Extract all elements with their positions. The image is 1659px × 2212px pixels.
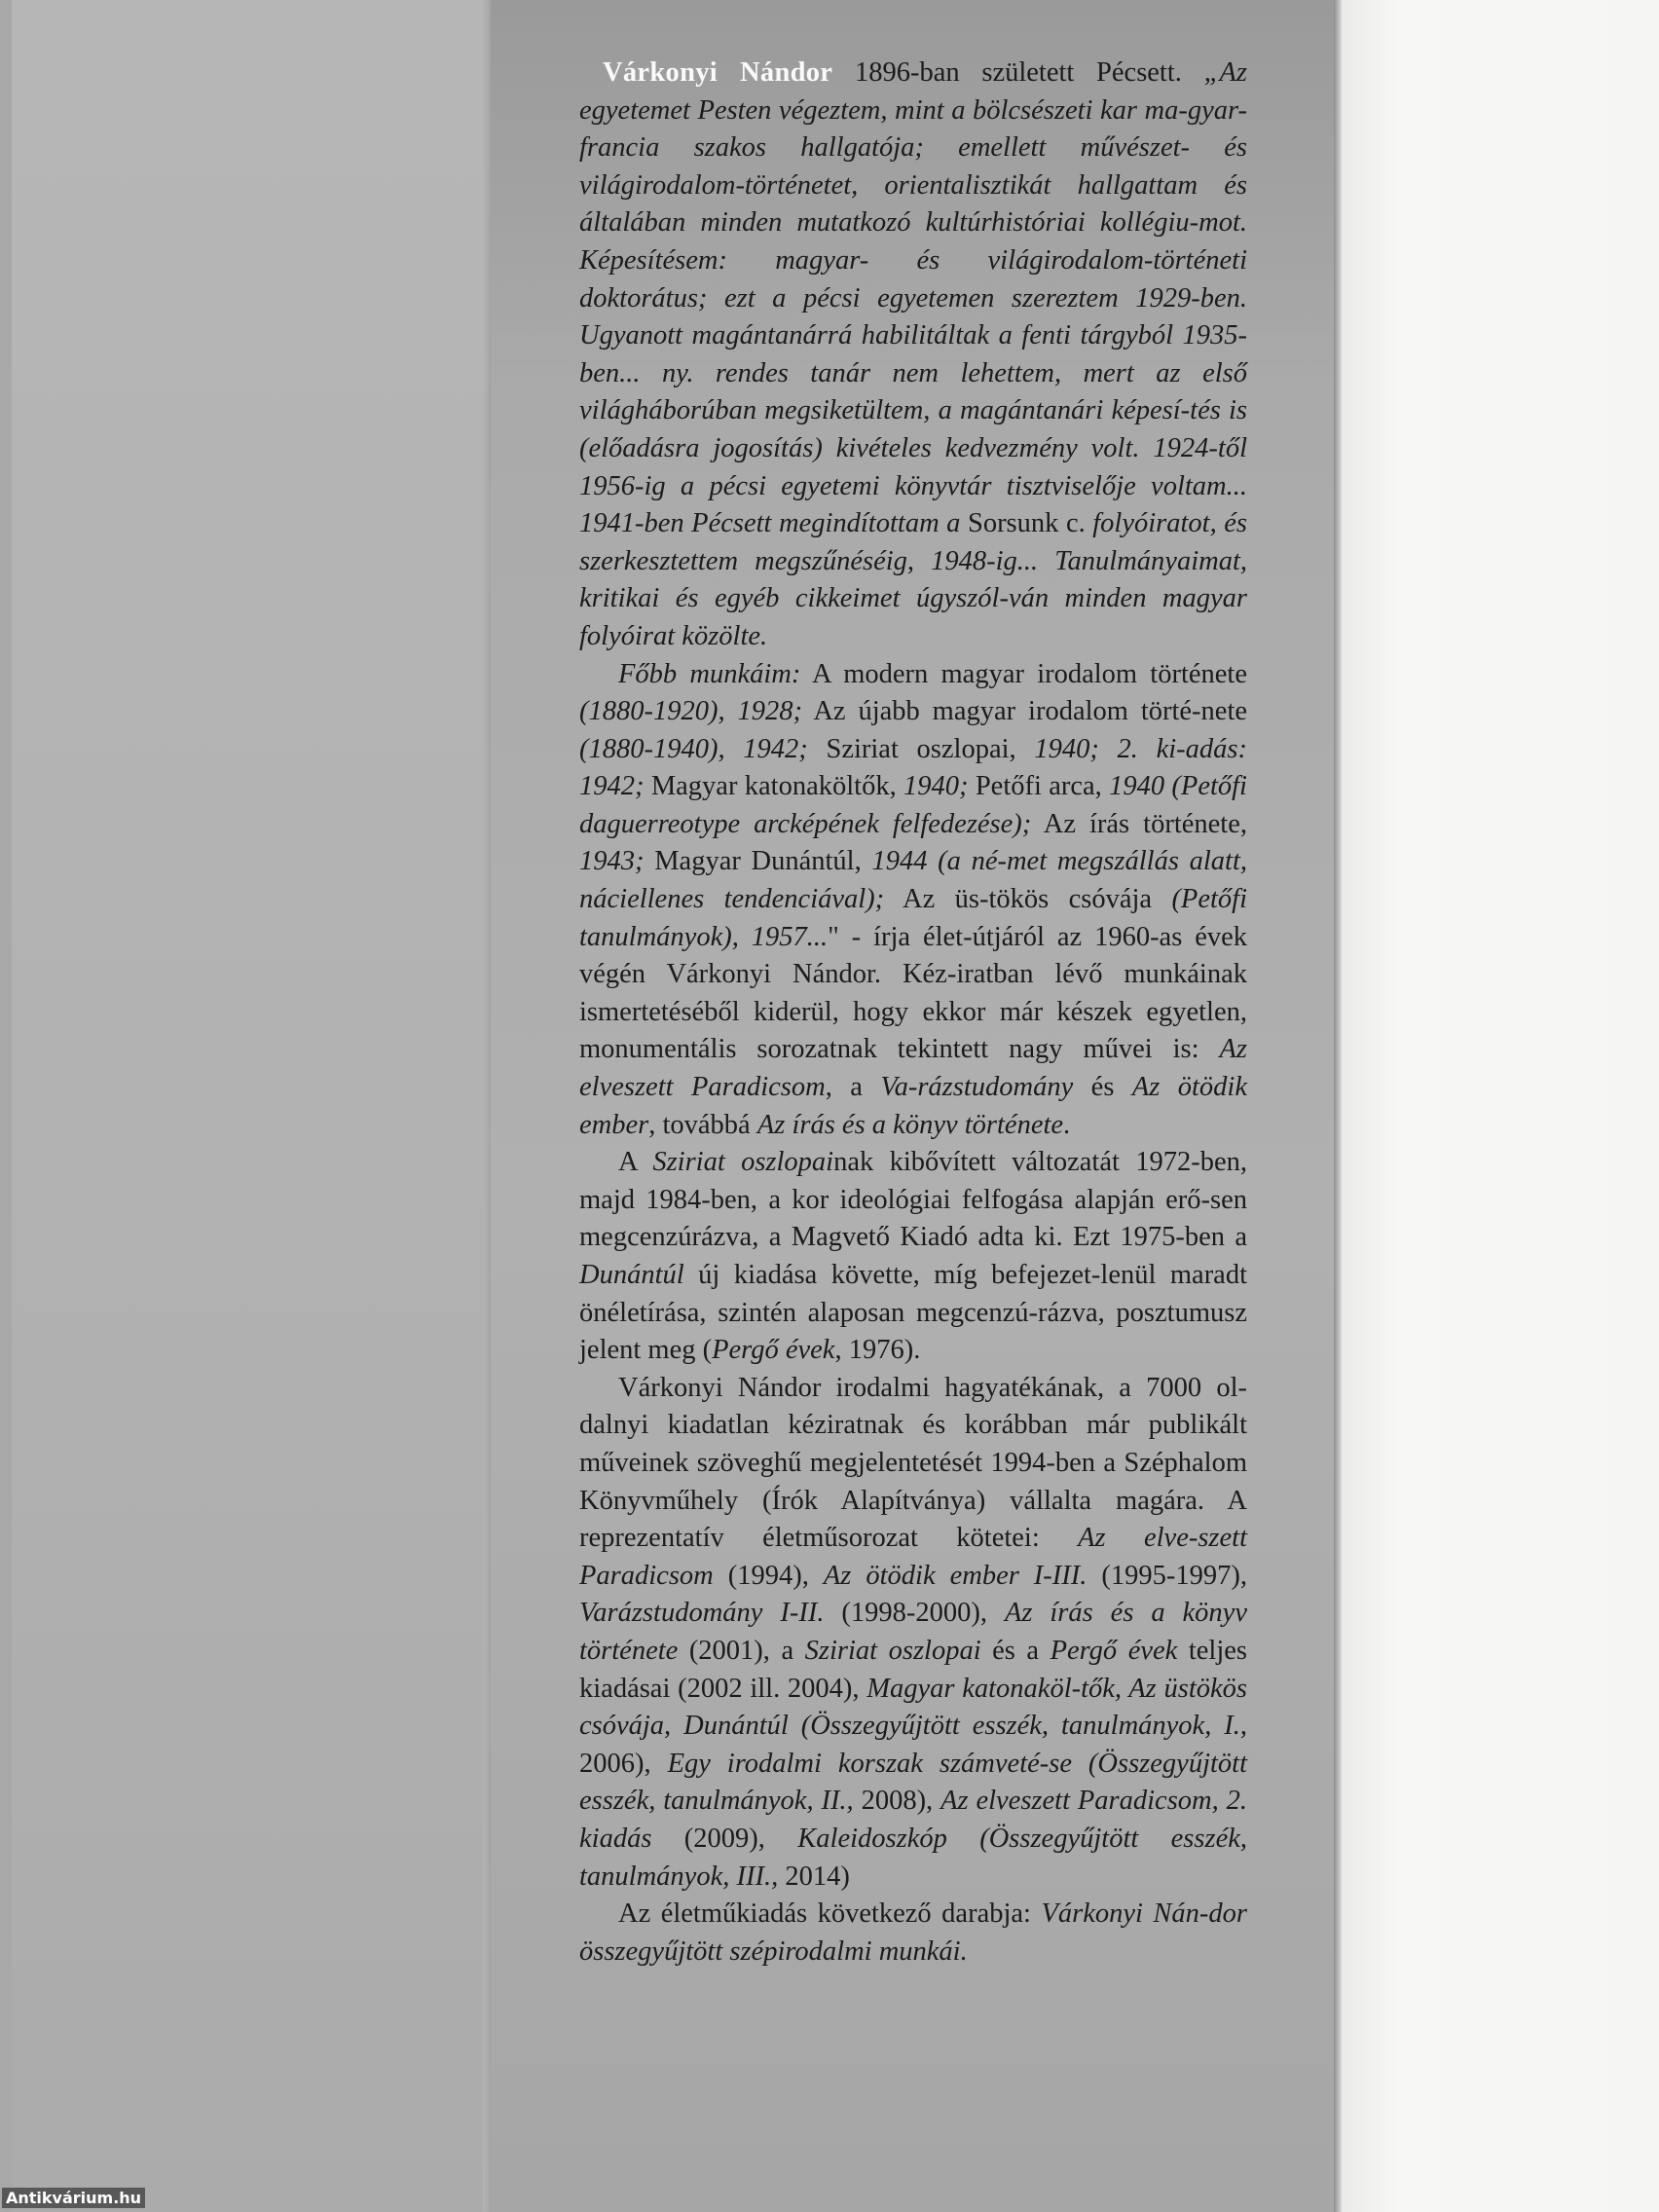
run: (1880-1920), 1928; xyxy=(579,696,802,727)
run: Pergő évek xyxy=(712,1335,835,1366)
paragraph-sziriat xyxy=(579,1144,1247,1370)
run: Az életműkiadás következő darabja: xyxy=(618,1899,1042,1930)
run: , továbbá xyxy=(648,1109,757,1140)
run: Főbb munkáim: xyxy=(618,658,801,689)
run: , 1976). xyxy=(834,1335,921,1366)
run: és a xyxy=(980,1635,1051,1666)
run: A modern magyar irodalom története xyxy=(800,658,1247,689)
run: folyóiratot, és szerkesztettem megszűnéséig, 1948-ig... Tanulmányaimat, kritikai és egyéb cikkeimet úgyszól-ván minden magyar folyóirat közölte. xyxy=(579,508,1247,651)
left-cover-edge xyxy=(0,0,12,2212)
run: Sziriat oszlopai, xyxy=(807,733,1035,764)
right-page-fold xyxy=(1334,0,1342,2212)
run: , a xyxy=(825,1072,881,1103)
run: Egy irodalmi korszak számveté-se (Összegyűjtött esszék, tanulmányok, II., xyxy=(579,1748,1247,1817)
run: Az írás és a könyv története xyxy=(756,1109,1064,1140)
run: (1880-1940), 1942; xyxy=(579,733,808,764)
run: 1940 (Petőfi daguerreotype arcképének felfedezése); xyxy=(579,771,1247,839)
run: Várkonyi Nán-dor összegyűjtött szépirodalmi munkái. xyxy=(579,1899,1247,1967)
run: Várkonyi Nándor xyxy=(603,57,833,88)
run: Az ötödik ember xyxy=(579,1072,1247,1140)
run: Magyar Dunántúl, xyxy=(644,846,872,877)
run: . xyxy=(1063,1109,1071,1140)
run: (1994), xyxy=(713,1560,824,1591)
paragraph-works xyxy=(579,656,1247,1145)
left-cover-panel xyxy=(0,0,491,2212)
biography-text xyxy=(579,55,1247,1971)
run: (1998-2000), xyxy=(824,1598,1005,1629)
run: Magyar katonaköltők, xyxy=(644,771,904,802)
run: és xyxy=(1073,1072,1132,1103)
run: 1944 (a né-met megszállás alatt, náciellenes tendenciával); xyxy=(579,846,1247,915)
run: Az újabb magyar irodalom törté-nete xyxy=(802,696,1248,727)
run: Az írás története, xyxy=(1031,808,1247,839)
run: 1943; xyxy=(579,846,645,877)
run: Az elveszett Paradicsom xyxy=(579,1034,1247,1103)
run: Sziriat oszlopai xyxy=(804,1635,981,1666)
run: (1995-1997), xyxy=(1087,1560,1247,1591)
run: c. xyxy=(1058,508,1093,539)
run: (Petőfi tanulmányok), 1957... xyxy=(579,884,1247,952)
run: Pergő évek xyxy=(1050,1635,1178,1666)
paragraph-legacy xyxy=(579,1370,1247,1896)
run: Magyar katonaköl-tők, Az üstökös csóvája, Dunántúl (Összegyűjtött esszék, tanulmányok, I., xyxy=(579,1673,1247,1742)
paragraph-intro xyxy=(579,55,1247,656)
run: 1940; xyxy=(903,771,969,802)
run: Dunántúl xyxy=(579,1260,684,1290)
run: 2014) xyxy=(778,1861,850,1892)
run: nak kibővített változatát 1972-ben, majd 1984-ben, a kor ideológiai felfogása alapján erő-sen megcenzúrázva, a Magvető Kiadó adta ki. Ezt 1975-ben a xyxy=(579,1147,1247,1253)
paragraph-next-volume xyxy=(579,1896,1247,1971)
run: Az ötödik ember I-III. xyxy=(823,1560,1088,1591)
run: 2006), xyxy=(579,1748,668,1779)
right-page xyxy=(1334,0,1659,2212)
run: Va-rázstudomány xyxy=(880,1072,1074,1103)
run: 1896-ban született Pécsett. xyxy=(832,57,1204,88)
run: Sziriat oszlopai xyxy=(652,1147,834,1178)
run: Az üs-tökös csóvája xyxy=(884,884,1172,915)
run: új kiadása követte, míg befejezet-lenül maradt önéletírása, szintén alaposan megcenzú-rázva, posztumusz jelent meg ( xyxy=(579,1260,1247,1366)
run: Várkonyi Nándor irodalmi hagyatékának, a 7000 ol-dalnyi kiadatlan kéziratnak és korábban már publikált műveinek szöveghű megjelentetését 1994-ben a Széphalom Könyvműhely (Írók Alapítványa) vállalta magára. A reprezentatív életműsorozat kötetei: xyxy=(579,1372,1247,1554)
run: Varázstudomány I-II. xyxy=(579,1598,825,1629)
run: 1940; 2. ki-adás: 1942; xyxy=(579,733,1247,802)
run: (2009), xyxy=(651,1823,798,1854)
run: „Az egyetemet Pesten végeztem, mint a bölcsészeti kar ma-gyar-francia szakos hallgatója; emellett művészet- és világirodalom-történetet, orientalisztikát hallgattam és általában minden mutatkozó kultúrhistóriai kollégiu-mot. Képesítésem: magyar- és világirodalom-történeti doktorátus; ezt a pécsi egyetemen szereztem 1929-ben. Ugyanott magántanárrá habilitáltak a fenti tárgyból 1935-ben... ny. rendes tanár nem lehettem, mert az első világháborúban megsiketültem, a magántanári képesí-tés is (előadásra jogosítás) kivételes kedvezmény volt. 1924-től 1956-ig a pécsi egyetemi könyvtár tisztviselője voltam... 1941-ben Pécsett megindítottam a xyxy=(579,57,1247,539)
run: Petőfi arca, xyxy=(968,771,1110,802)
run: Az elveszett Paradicsom, 2. kiadás xyxy=(579,1786,1247,1854)
run: (2001), a xyxy=(678,1635,805,1666)
run: Az írás és a könyv története xyxy=(579,1598,1247,1666)
run: Az elve-szett Paradicsom xyxy=(579,1523,1248,1591)
watermark: Antikvárium.hu xyxy=(2,2188,145,2208)
run: " - írja élet-útjáról az 1960-as évek végén Várkonyi Nándor. Kéz-iratban lévő munkáinak ismertetéséből kiderül, hogy ekkor már készek egyetlen, monumentális sorozatnak tekintett nagy művei is: xyxy=(579,921,1248,1065)
run: teljes kiadásai (2002 ill. 2004), xyxy=(579,1635,1247,1704)
run: 2008), xyxy=(853,1786,941,1817)
run: Kaleidoszkóp (Összegyűjtött esszék, tanulmányok, III., xyxy=(579,1823,1247,1892)
run: A xyxy=(618,1147,653,1178)
run: Sorsunk xyxy=(967,508,1059,539)
